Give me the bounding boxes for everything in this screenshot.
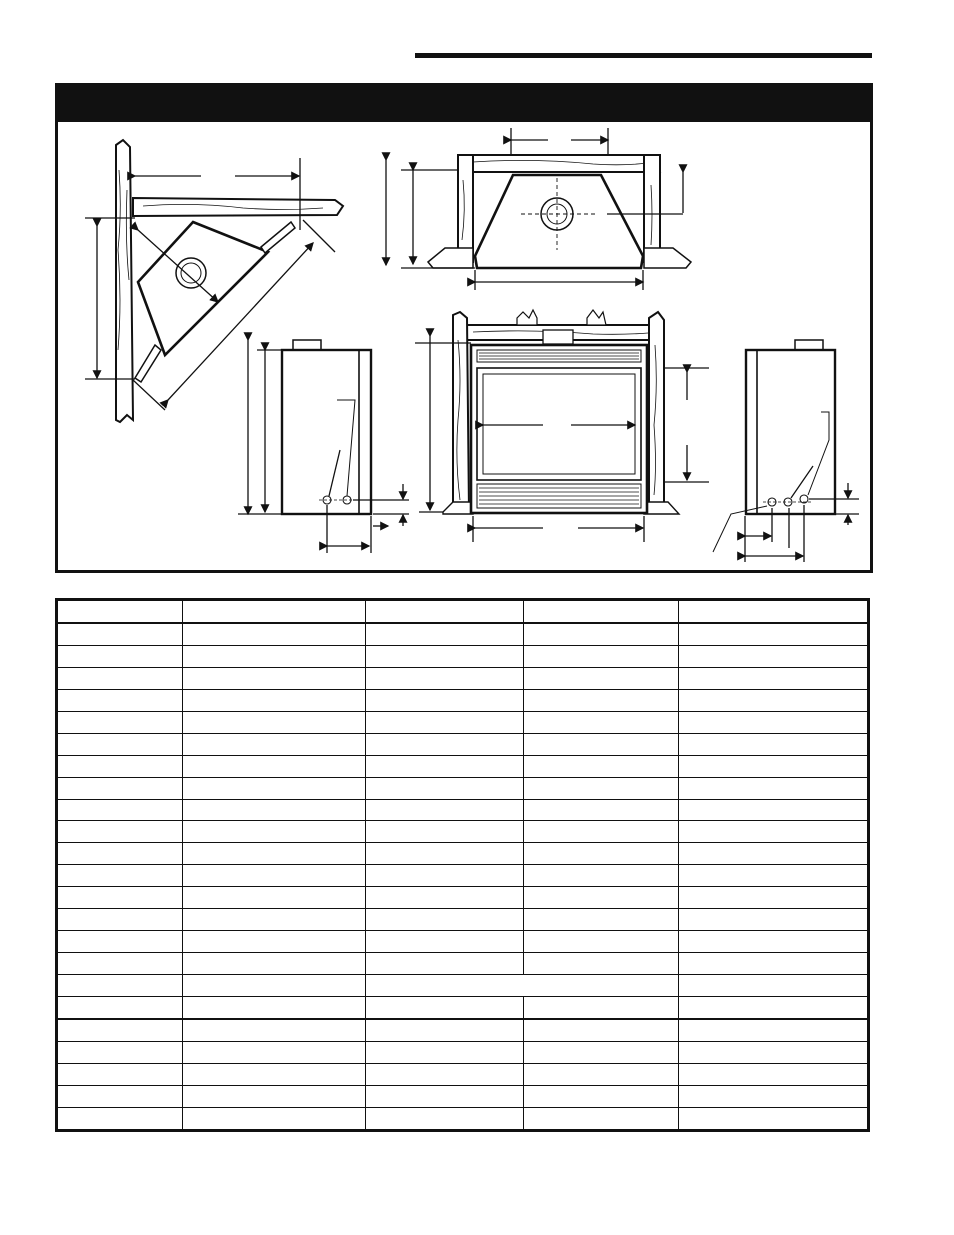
table-row <box>57 821 869 843</box>
right-side-view <box>713 340 859 562</box>
table-row <box>57 1041 869 1063</box>
table-row <box>57 711 869 733</box>
table-row <box>57 777 869 799</box>
table-row <box>57 909 869 931</box>
table-row <box>57 953 869 975</box>
table-row <box>57 1063 869 1085</box>
table-row-merged <box>57 975 869 997</box>
table-row <box>57 733 869 755</box>
table-row <box>57 1019 869 1041</box>
left-side-view <box>238 340 409 553</box>
dimension-figure-panel <box>55 83 873 573</box>
table-row <box>57 1085 869 1107</box>
table-row <box>57 667 869 689</box>
table-row <box>57 623 869 645</box>
wall-stud-horizontal <box>133 198 343 216</box>
front-view <box>415 310 709 542</box>
figure-header-bar <box>58 86 870 122</box>
table-header-row <box>57 600 869 624</box>
dimension-drawings <box>58 122 870 567</box>
table-row <box>57 931 869 953</box>
table-row <box>57 843 869 865</box>
wall-stud-vertical <box>116 140 133 422</box>
table-row <box>57 865 869 887</box>
table-row <box>57 645 869 667</box>
specifications-table <box>55 598 870 1132</box>
table-row <box>57 1107 869 1130</box>
table-row <box>57 755 869 777</box>
top-rule <box>415 53 872 58</box>
top-firebox <box>475 175 643 268</box>
table-subheader-row <box>57 996 869 1018</box>
table-row <box>57 887 869 909</box>
table-row <box>57 689 869 711</box>
table-row <box>57 799 869 821</box>
top-view <box>386 128 691 290</box>
